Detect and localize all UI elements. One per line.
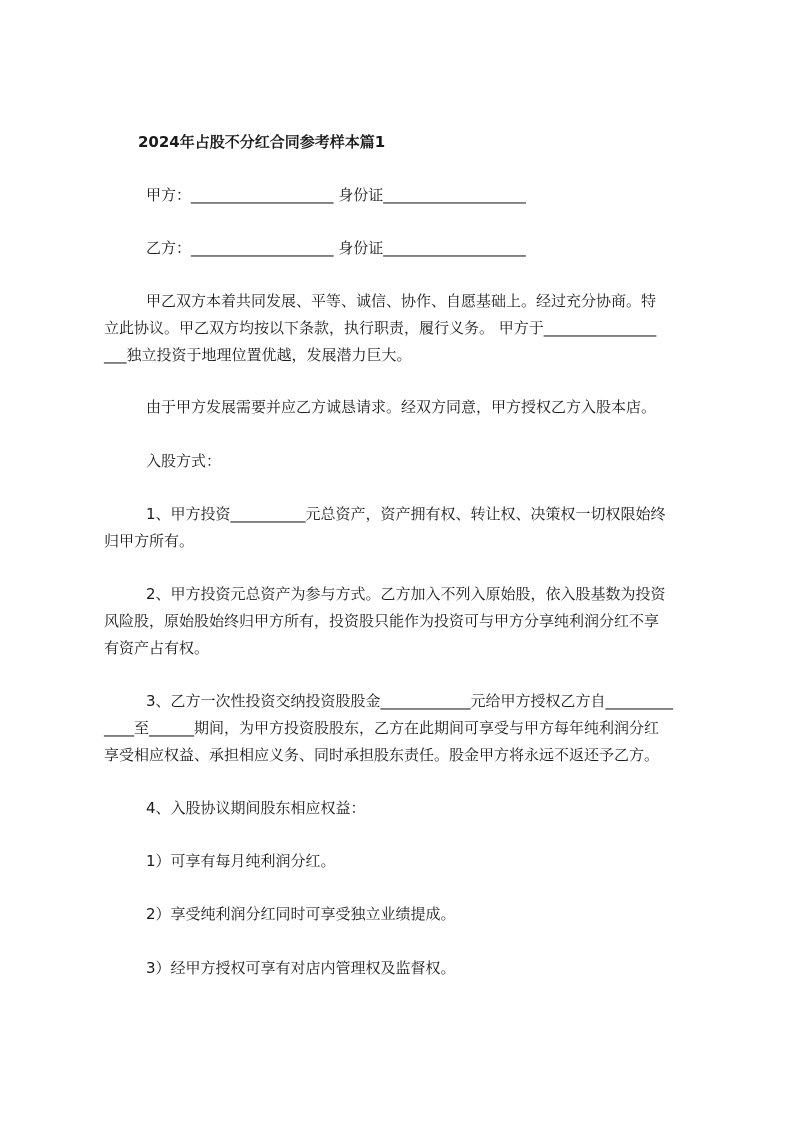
intro-line-3: ___独立投资于地理位置优越，发展潜力巨大。: [104, 346, 412, 364]
right-item-3: 3）经甲方授权可享有对店内管理权及监督权。: [146, 959, 456, 977]
party-b-line: 乙方：___________________ 身份证___________________: [146, 239, 526, 257]
party-a-line: 甲方：___________________ 身份证___________________: [146, 186, 526, 204]
clause-3-line-1: 3、乙方一次性投资交纳投资股股金____________元给甲方授权乙方自_________: [146, 692, 674, 710]
request-paragraph: 由于甲方发展需要并应乙方诚恳请求。经双方同意，甲方授权乙方入股本店。: [146, 398, 657, 416]
clause-3-line-3: 享受相应权益、承担相应义务、同时承担股东责任。股金甲方将永远不返还予乙方。: [104, 746, 660, 764]
clause-1-line-1: 1、甲方投资__________元总资产，资产拥有权、转让权、决策权一切权限始终: [146, 505, 666, 523]
clause-2-line-2: 风险股，原始股始终归甲方所有，投资股只能作为投资可与甲方分享纯利润分红不享: [104, 612, 660, 630]
intro-line-2: 立此协议。甲乙双方均按以下条款，执行职责，履行义务。 甲方于_______________: [104, 319, 657, 337]
clause-3-line-2: ____至______期间，为甲方投资股股东，乙方在此期间可享受与甲方每年纯利润分红: [104, 719, 660, 737]
clause-2-line-1: 2、甲方投资元总资产为参与方式。乙方加入不列入原始股，依入股基数为投资: [146, 585, 666, 603]
clause-2-line-3: 有资产占有权。: [104, 639, 210, 657]
right-item-2: 2）享受纯利润分红同时可享受独立业绩提成。: [146, 905, 456, 923]
clause-4-heading: 4、入股协议期间股东相应权益：: [146, 799, 366, 817]
clause-1-line-2: 归甲方所有。: [104, 532, 195, 550]
intro-line-1: 甲乙双方本着共同发展、平等、诚信、协作、自愿基础上。经过充分协商。特: [146, 292, 657, 310]
method-heading: 入股方式：: [146, 452, 222, 470]
right-item-1: 1）可享有每月纯利润分红。: [146, 852, 336, 870]
document-title: 2024年占股不分红合同参考样本篇1: [138, 133, 386, 151]
